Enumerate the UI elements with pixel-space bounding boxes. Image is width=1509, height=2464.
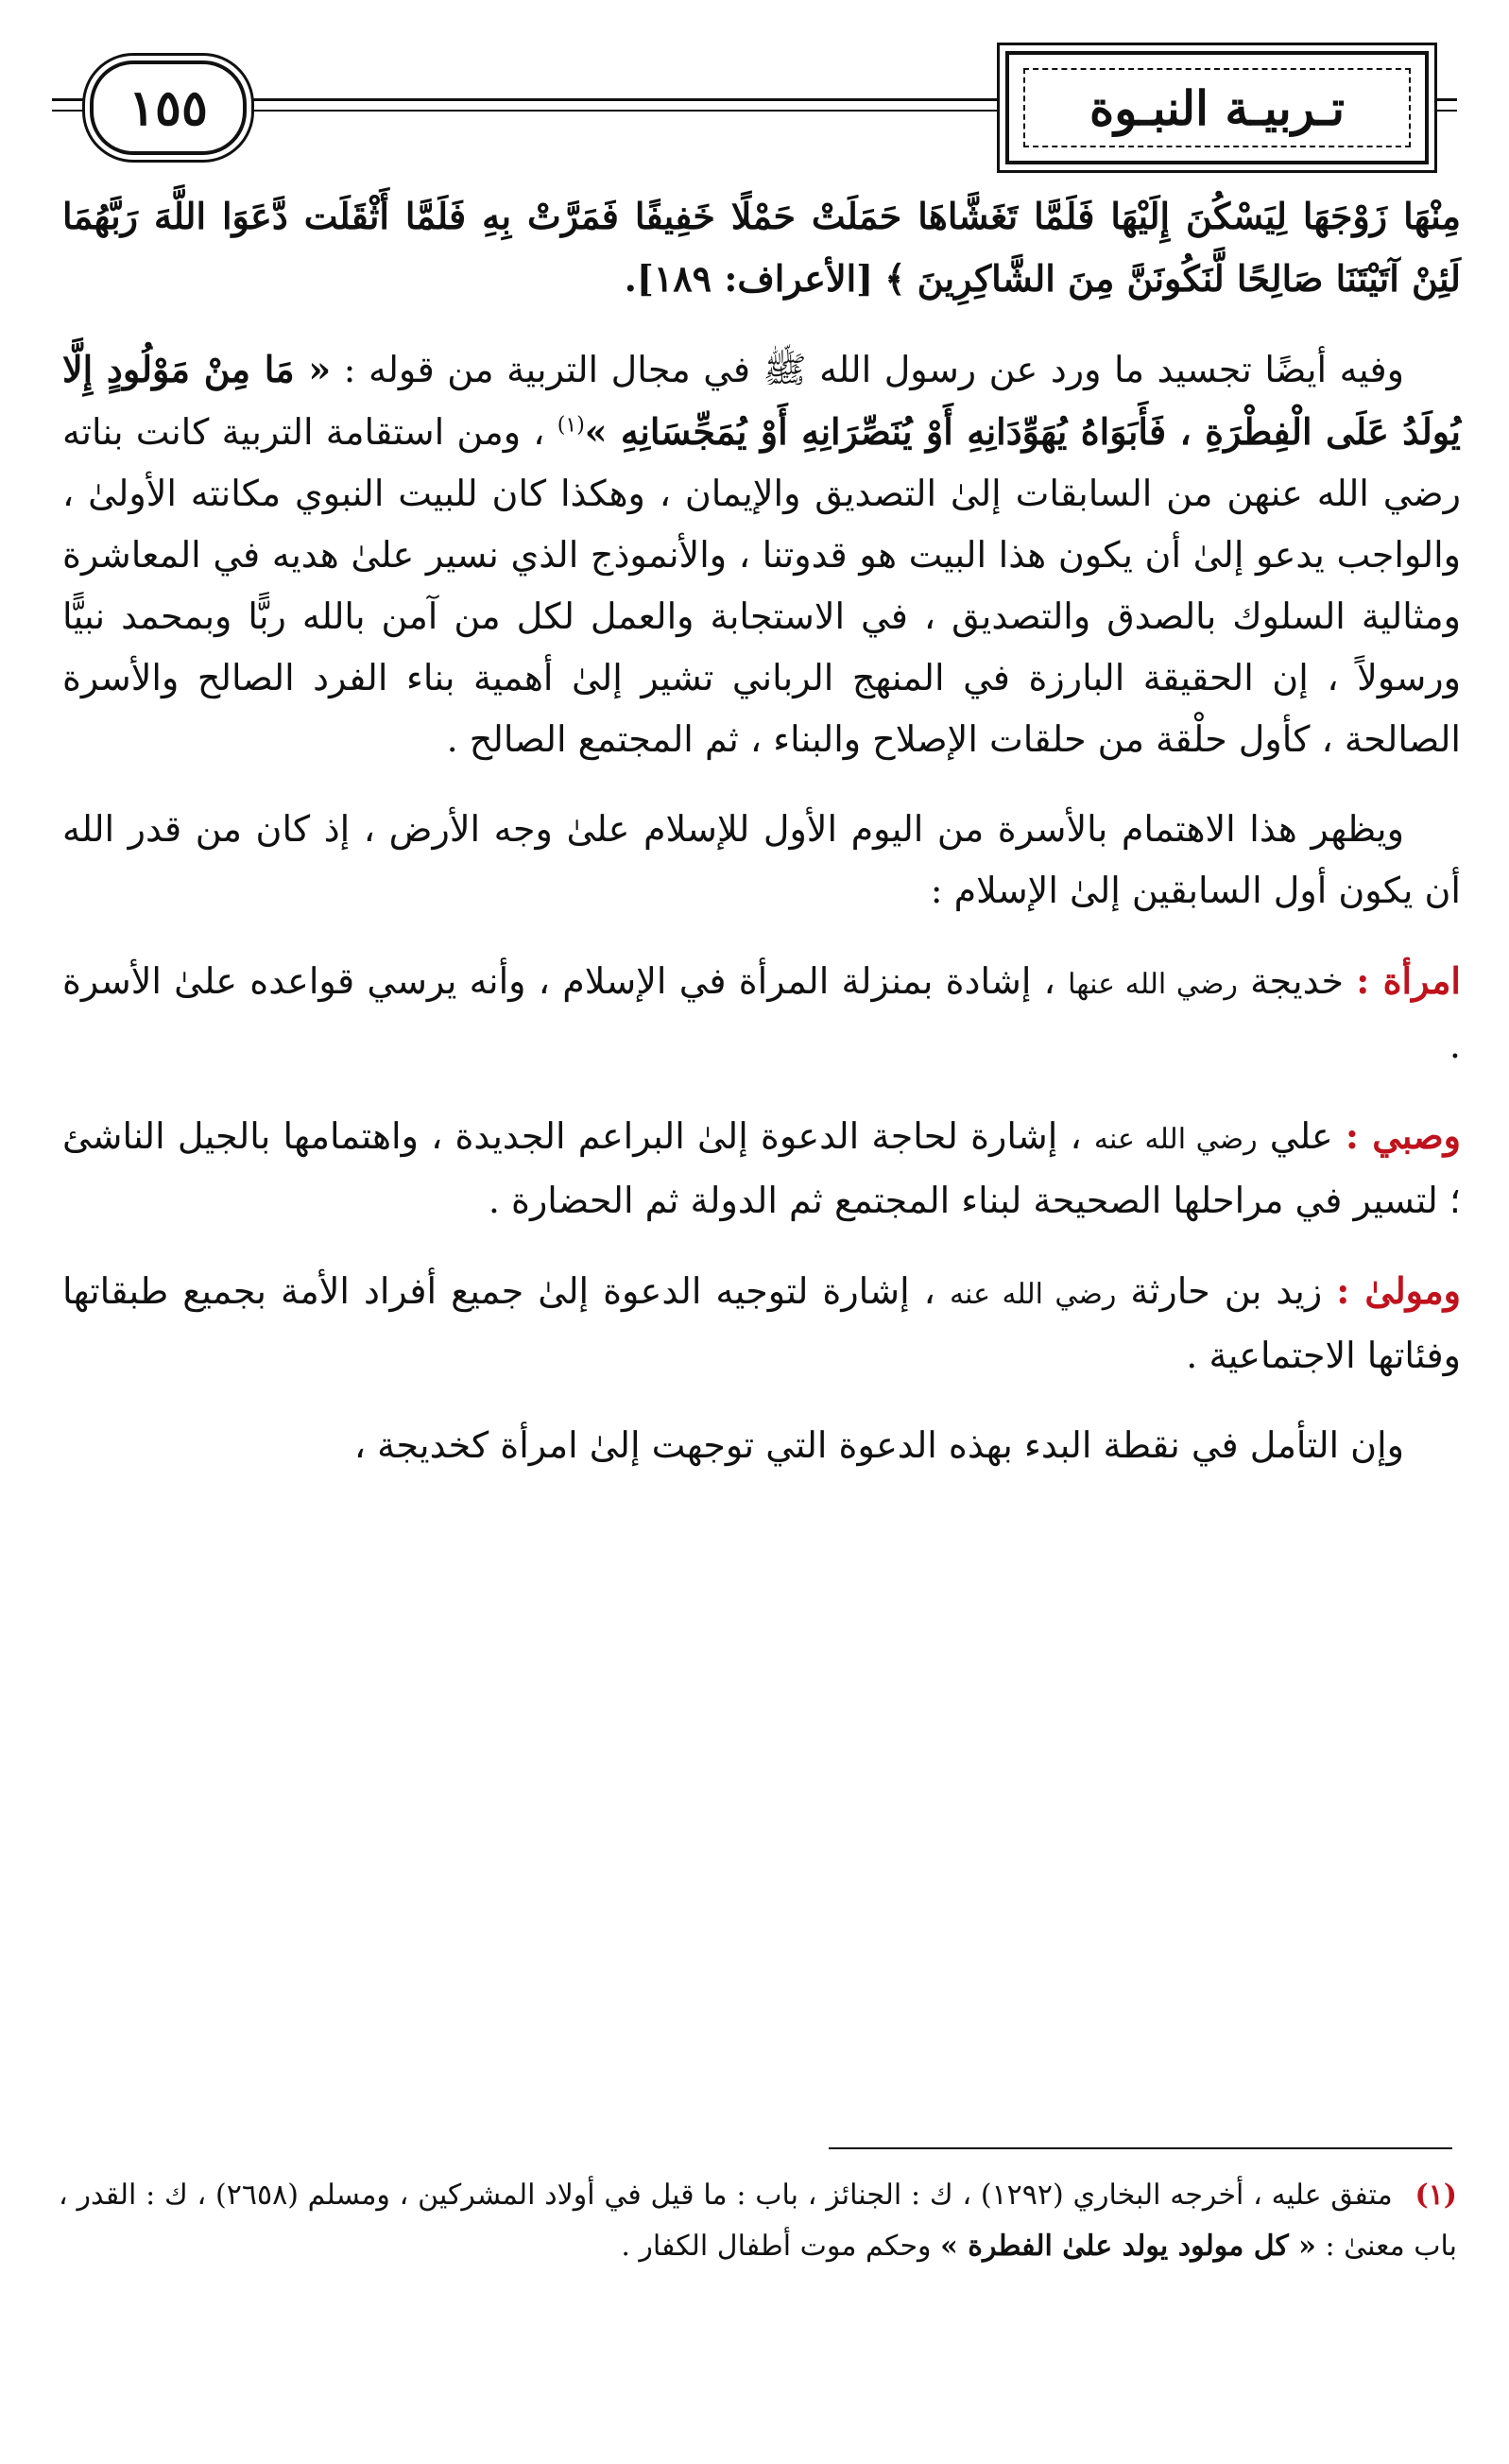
paragraph-hadith-rest: ، ومن استقامة التربية كانت بناته رضي الله عنهن من السابقات إلىٰ التصديق والإيمان ، وهكذا كان للبيت النبوي مكانته الأولىٰ ، والواجب يدعو إلىٰ أن يكون هذا البيت هو قدوتنا ، والأنموذج الذي نسير علىٰ هديه في المعاشرة ومثالية السلوك بالصدق والتصديق ، في الاستجابة والعمل لكل من آمن بالله ربًّا وبمحمد نبيًّا ورسولاً ، إن الحقيقة البارزة في المنهج الرباني تشير إلىٰ أهمية بناء الفرد الصالح والأسرة الصالحة ، كأول حلْقة من حلقات الإصلاح والبناء ، ثم المجتمع الصالح . bbox=[62, 411, 1461, 760]
honorific-icon: رضي الله عنها bbox=[1068, 968, 1238, 1001]
item-boy-name: علي bbox=[1269, 1115, 1333, 1157]
item-freed-text: ، إشارة لتوجيه الدعوة إلىٰ جميع أفراد الأمة بجميع طبقاتها وفئاتها الاجتماعية . bbox=[62, 1270, 1461, 1376]
book-title-ornament bbox=[1023, 68, 1411, 147]
quran-verse: مِنْهَا زَوْجَهَا لِيَسْكُنَ إِلَيْهَا فَلَمَّا تَغَشَّاهَا حَمَلَتْ حَمْلًا خَفِيفًا فَمَرَّتْ بِهِ فَلَمَّا أَثْقَلَت دَّعَوَا اللَّهَ رَبَّهُمَا لَئِنْ آتَيْتَنَا صَالِحًا لَّنَكُونَنَّ مِنَ الشَّاكِرِينَ bbox=[62, 195, 1461, 300]
item-freed-name: زيد بن حارثة bbox=[1130, 1270, 1323, 1312]
page-header bbox=[52, 38, 1457, 170]
page-number-frame bbox=[90, 60, 247, 155]
honorific-icon: رضي الله عنه bbox=[1093, 1123, 1258, 1156]
item-woman-label: امرأة : bbox=[1356, 959, 1461, 1002]
item-woman-text: ، إشادة بمنزلة المرأة في الإسلام ، وأنه يرسي قواعده علىٰ الأسرة . bbox=[62, 960, 1461, 1066]
item-boy-label: وصبي : bbox=[1345, 1114, 1461, 1157]
main-text bbox=[62, 185, 1461, 1505]
quran-reference: [الأعراف: ١٨٩]. bbox=[624, 257, 874, 300]
footnote-text-a: متفق عليه ، أخرجه البخاري (١٢٩٢) ، ك : الجنائز ، باب : ما قيل في أولاد المشركين ، ومسلم (٢٦٥٨) ، ك : القدر ، باب معنىٰ : bbox=[59, 2179, 1457, 2263]
page-number: ١٥٥ bbox=[129, 78, 208, 137]
quran-paragraph bbox=[62, 185, 1461, 310]
honorific-icon: رضي الله عنه bbox=[949, 1278, 1117, 1311]
quran-close-bracket: ﴾ bbox=[884, 257, 906, 300]
item-woman-name: خديجة bbox=[1250, 960, 1345, 1002]
item-boy bbox=[62, 1105, 1461, 1232]
hadith-text: « مَا مِنْ مَوْلُودٍ إِلَّا يُولَدُ عَلَى الْفِطْرَةِ ، فَأَبَوَاهُ يُهَوِّدَانِهِ أَوْ يُنَصِّرَانِهِ أَوْ يُمَجِّسَانِهِ » bbox=[62, 348, 1461, 453]
item-boy-text: ، إشارة لحاجة الدعوة إلىٰ البراعم الجديدة ، واهتمامها بالجيل الناشئ ؛ لتسير في مراحلها الصحيحة لبناء المجتمع ثم الدولة ثم الحضارة . bbox=[62, 1115, 1461, 1221]
footnote-ref[interactable]: (١) bbox=[557, 413, 585, 438]
footnote-text-b: « كل مولود يولد علىٰ الفطرة » bbox=[940, 2230, 1316, 2263]
footnote-1 bbox=[59, 2170, 1457, 2272]
footnote-text-c: وحكم موت أطفال الكفار . bbox=[621, 2230, 932, 2263]
item-woman bbox=[62, 950, 1461, 1077]
paragraph-family: ويظهر هذا الاهتمام بالأسرة من اليوم الأول للإسلام علىٰ وجه الأرض ، إذ كان من قدر الله أن يكون أول السابقين إلىٰ الإسلام : bbox=[62, 808, 1461, 911]
footnote-number: (١) bbox=[1415, 2179, 1457, 2212]
footnote-separator bbox=[829, 2147, 1452, 2149]
book-title: تـربيـة النبـوة bbox=[1089, 79, 1345, 136]
hadith-intro: وفيه أيضًا تجسيد ما ورد عن رسول الله ﷺ في مجال التربية من قوله : bbox=[343, 349, 1404, 390]
paragraph-hadith bbox=[62, 338, 1461, 770]
paragraph-last: وإن التأمل في نقطة البدء بهذه الدعوة التي توجهت إلىٰ امرأة كخديجة ، bbox=[353, 1424, 1404, 1466]
item-freed-label: ومولىٰ : bbox=[1336, 1269, 1461, 1312]
item-freed bbox=[62, 1260, 1461, 1387]
book-title-frame bbox=[1005, 51, 1429, 164]
footnotes bbox=[59, 2170, 1457, 2272]
